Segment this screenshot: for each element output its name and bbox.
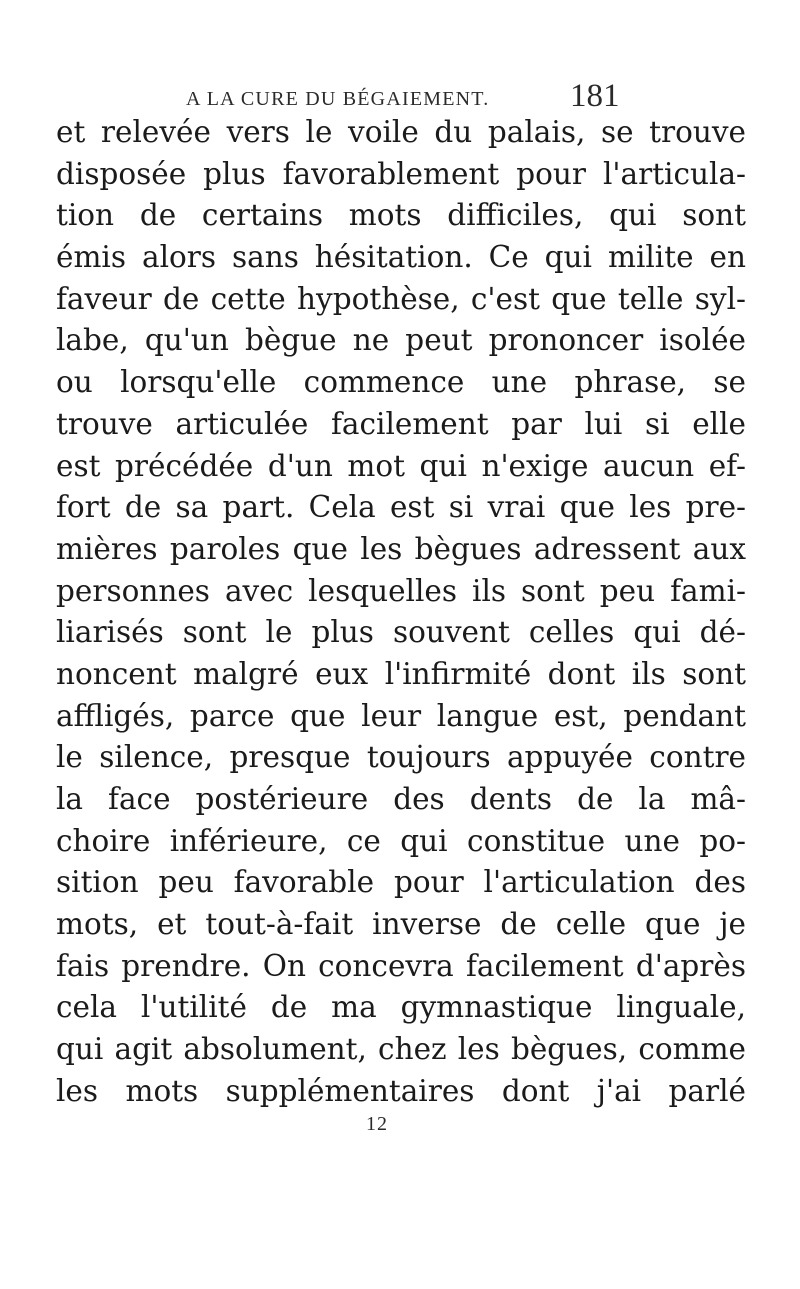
text-line: le silence, presque toujours appuyée contre bbox=[56, 740, 746, 775]
text-line: sition peu favorable pour l'articulation des bbox=[56, 865, 746, 900]
text-line: qui agit absolument, chez les bègues, comme bbox=[56, 1032, 746, 1067]
text-line: choire inférieure, ce qui constitue une po- bbox=[56, 823, 746, 858]
text-line: liarisés sont le plus souvent celles qui dé- bbox=[56, 615, 746, 650]
text-line: émis alors sans hésitation. Ce qui milite en bbox=[56, 240, 746, 275]
running-head-title: A LA CURE DU BÉGAIEMENT. bbox=[186, 88, 490, 110]
text-line: tion de certains mots difficiles, qui sont bbox=[56, 198, 746, 233]
text-line: affligés, parce que leur langue est, pendant bbox=[56, 698, 746, 733]
text-line: cela l'utilité de ma gymnastique linguale, bbox=[56, 990, 746, 1025]
body-text bbox=[56, 112, 746, 1113]
text-line: trouve articulée facilement par lui si elle bbox=[56, 406, 746, 441]
page-number: 181 bbox=[570, 78, 620, 114]
signature-mark: 12 bbox=[366, 1113, 388, 1135]
text-line: labe, qu'un bègue ne peut prononcer isolée bbox=[56, 323, 746, 358]
text-line: mières paroles que les bègues adressent aux bbox=[56, 531, 746, 566]
text-line: disposée plus favorablement pour l'articula- bbox=[56, 156, 746, 191]
text-line: la face postérieure des dents de la mâ- bbox=[56, 782, 746, 816]
text-line: les mots supplémentaires dont j'ai parlé bbox=[56, 1073, 746, 1108]
text-line: fort de sa part. Cela est si vrai que les pre- bbox=[56, 490, 746, 525]
text-line: personnes avec lesquelles ils sont peu fami- bbox=[56, 573, 746, 608]
text-line: mots, et tout-à-fait inverse de celle que je bbox=[56, 907, 746, 942]
text-line: ou lorsqu'elle commence une phrase, se bbox=[56, 365, 746, 400]
text-line: faveur de cette hypothèse, c'est que telle syl- bbox=[56, 281, 746, 316]
text-line: et relevée vers le voile du palais, se trouve bbox=[56, 115, 746, 149]
text-line: est précédée d'un mot qui n'exige aucun ef- bbox=[56, 448, 746, 483]
text-line: fais prendre. On concevra facilement d'après bbox=[56, 948, 746, 983]
text-line: noncent malgré eux l'infirmité dont ils sont bbox=[56, 656, 746, 691]
